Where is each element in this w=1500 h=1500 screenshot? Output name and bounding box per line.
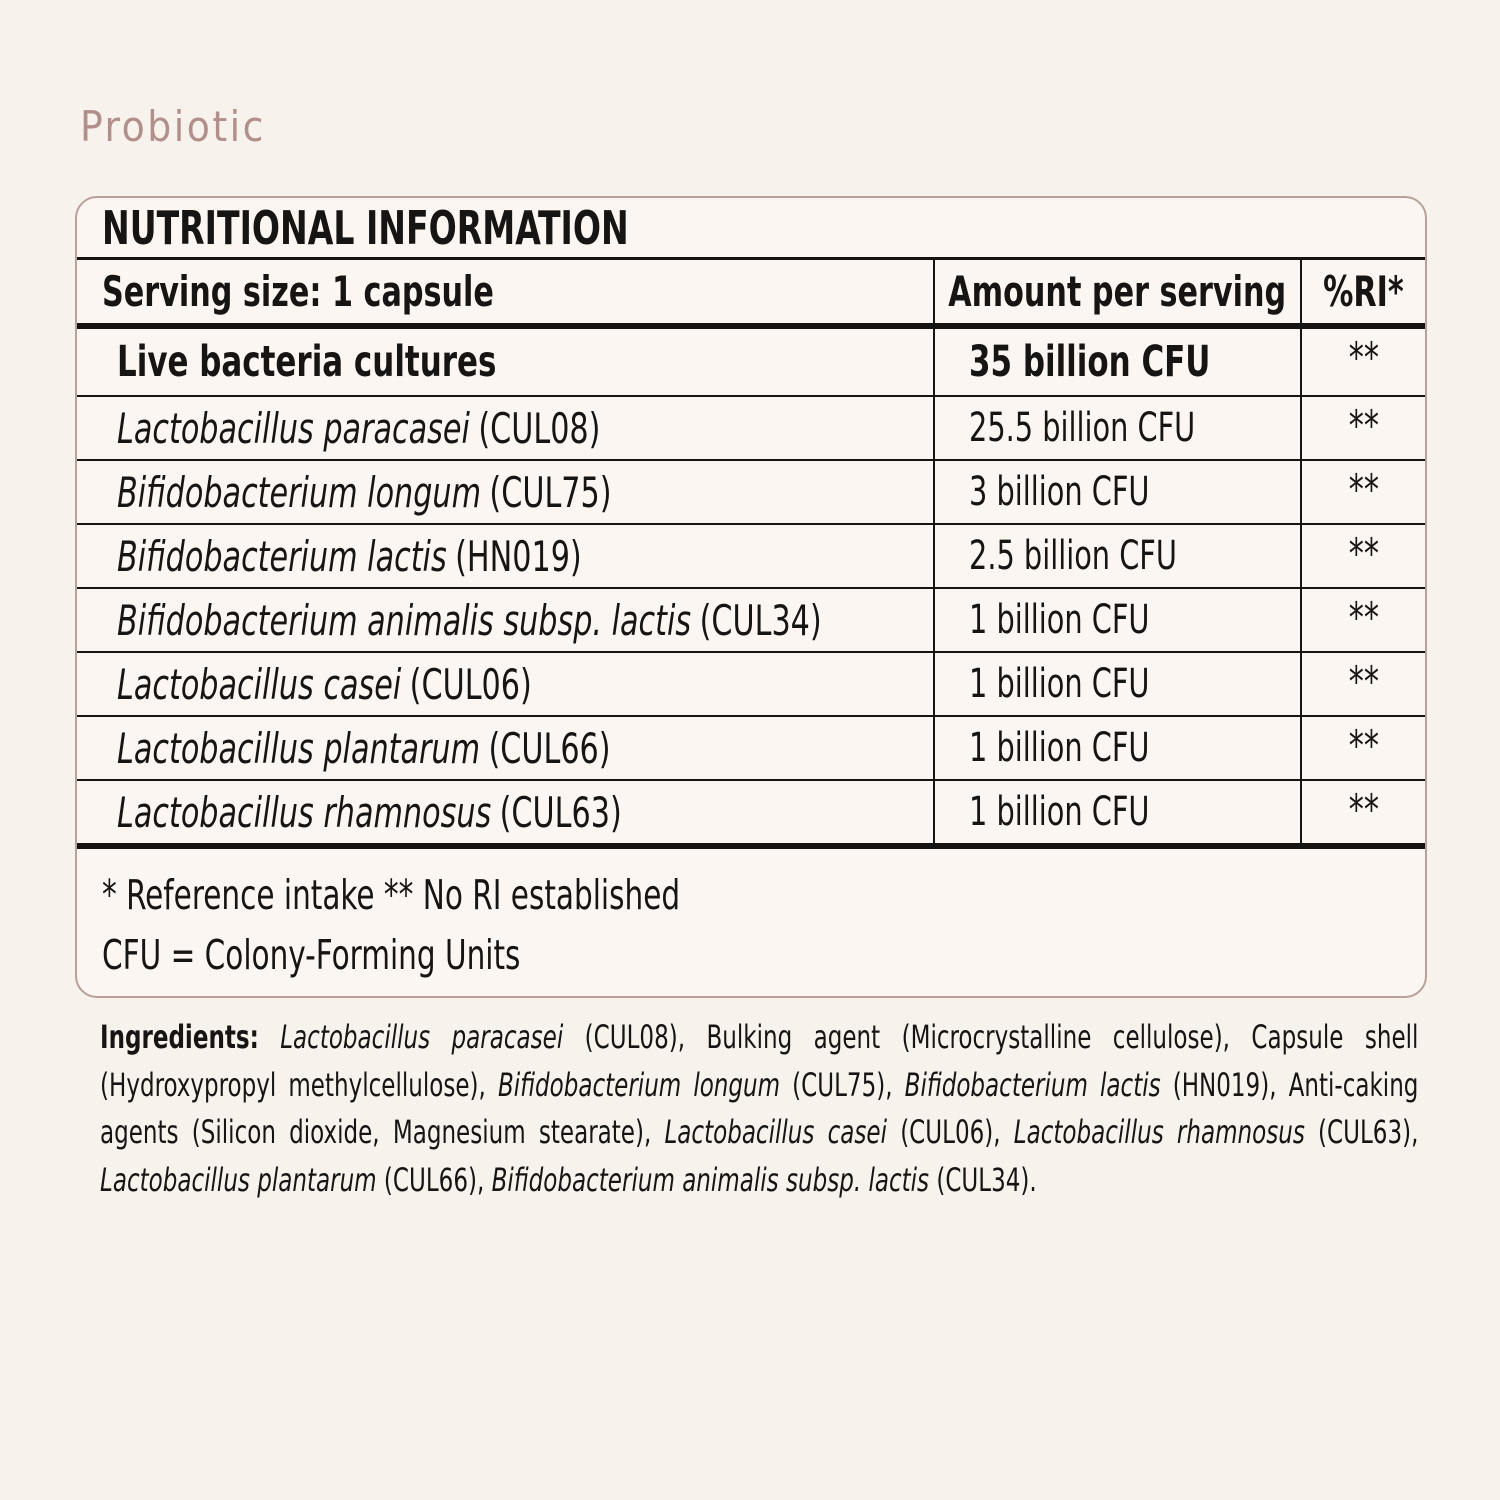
row-name-cell: Bifidobacterium longum (CUL75) — [117, 467, 612, 517]
row-ri-cell: ** — [1300, 589, 1425, 651]
table-row — [77, 653, 1425, 717]
row-ri-cell: ** — [1300, 461, 1425, 523]
table-row — [77, 781, 1425, 849]
table-footnotes — [77, 849, 1425, 996]
table-row — [77, 589, 1425, 653]
footnote-line: CFU = Colony-Forming Units — [102, 931, 521, 979]
row-amount-cell: 1 billion CFU — [933, 589, 1300, 651]
ingredient-segment: (CUL06), — [886, 1113, 1014, 1151]
nutrition-panel — [75, 196, 1427, 998]
row-amount-cell: 25.5 billion CFU — [933, 397, 1300, 459]
table-row — [77, 525, 1425, 589]
row-ri-cell: ** — [1300, 653, 1425, 715]
row-ri-cell: ** — [1300, 329, 1425, 395]
ingredient-segment: (CUL34). — [929, 1160, 1037, 1199]
row-name-cell: Live bacteria cultures — [117, 337, 497, 387]
row-name-cell: Lactobacillus rhamnosus (CUL63) — [117, 787, 622, 837]
row-ri-cell: ** — [1300, 525, 1425, 587]
header-ri: %RI* — [1300, 260, 1425, 323]
table-title: NUTRITIONAL INFORMATION — [102, 200, 629, 255]
ingredient-segment: Bifidobacterium lactis — [904, 1065, 1161, 1104]
ingredient-segment: Bifidobacterium animalis subsp. lactis — [491, 1160, 930, 1199]
row-amount-cell: 35 billion CFU — [933, 329, 1300, 395]
table-row — [77, 461, 1425, 525]
row-amount-cell: 2.5 billion CFU — [933, 525, 1300, 587]
row-name-cell: Lactobacillus casei (CUL06) — [117, 659, 532, 709]
ingredients-paragraph — [100, 1014, 1418, 1204]
row-name-cell: Bifidobacterium animalis subsp. lactis (CUL34) — [117, 595, 822, 645]
table-title-row — [77, 198, 1425, 260]
ingredient-segment: (CUL08), Bulking agent (Microcrystalline cellulose), Capsule shell (Hydroxypropyl methylcellulose), — [100, 1018, 1419, 1104]
ingredient-segment: Ingredients: — [100, 1018, 259, 1056]
ingredient-segment — [259, 1018, 280, 1056]
header-amount-per-serving: Amount per serving — [933, 260, 1300, 323]
row-ri-cell: ** — [1300, 781, 1425, 843]
ingredient-segment: Lactobacillus plantarum — [100, 1160, 377, 1199]
row-ri-cell: ** — [1300, 717, 1425, 779]
page-title-text: Probiotic — [80, 102, 266, 151]
ingredient-segment: Lactobacillus paracasei — [280, 1018, 564, 1056]
row-name-cell: Lactobacillus plantarum (CUL66) — [117, 723, 611, 773]
row-amount-cell: 3 billion CFU — [933, 461, 1300, 523]
table-row — [77, 329, 1425, 397]
ingredient-segment: (CUL75), — [780, 1065, 905, 1104]
row-name-cell: Bifidobacterium lactis (HN019) — [117, 531, 582, 581]
ingredient-segment: Lactobacillus rhamnosus — [1013, 1113, 1305, 1151]
ingredient-segment: (HN019), Anti-caking agents (Silicon dioxide, Magnesium stearate), — [100, 1065, 1419, 1151]
row-ri-cell: ** — [1300, 397, 1425, 459]
footnote-line: * Reference intake ** No RI established — [102, 871, 681, 919]
table-row — [77, 397, 1425, 461]
row-amount-cell: 1 billion CFU — [933, 717, 1300, 779]
page-title — [80, 102, 266, 151]
ingredients-section — [100, 1014, 1430, 1204]
row-name-cell: Lactobacillus paracasei (CUL08) — [117, 403, 601, 453]
ingredient-segment: (CUL66), — [376, 1160, 492, 1199]
header-serving-size: Serving size: 1 capsule — [102, 267, 494, 316]
row-amount-cell: 1 billion CFU — [933, 781, 1300, 843]
ingredient-segment: Bifidobacterium longum — [497, 1065, 781, 1104]
ingredient-segment: Lactobacillus casei — [664, 1113, 887, 1151]
row-amount-cell: 1 billion CFU — [933, 653, 1300, 715]
table-row — [77, 717, 1425, 781]
ingredient-segment: (CUL63), — [1304, 1113, 1419, 1151]
table-header-row — [77, 260, 1425, 329]
